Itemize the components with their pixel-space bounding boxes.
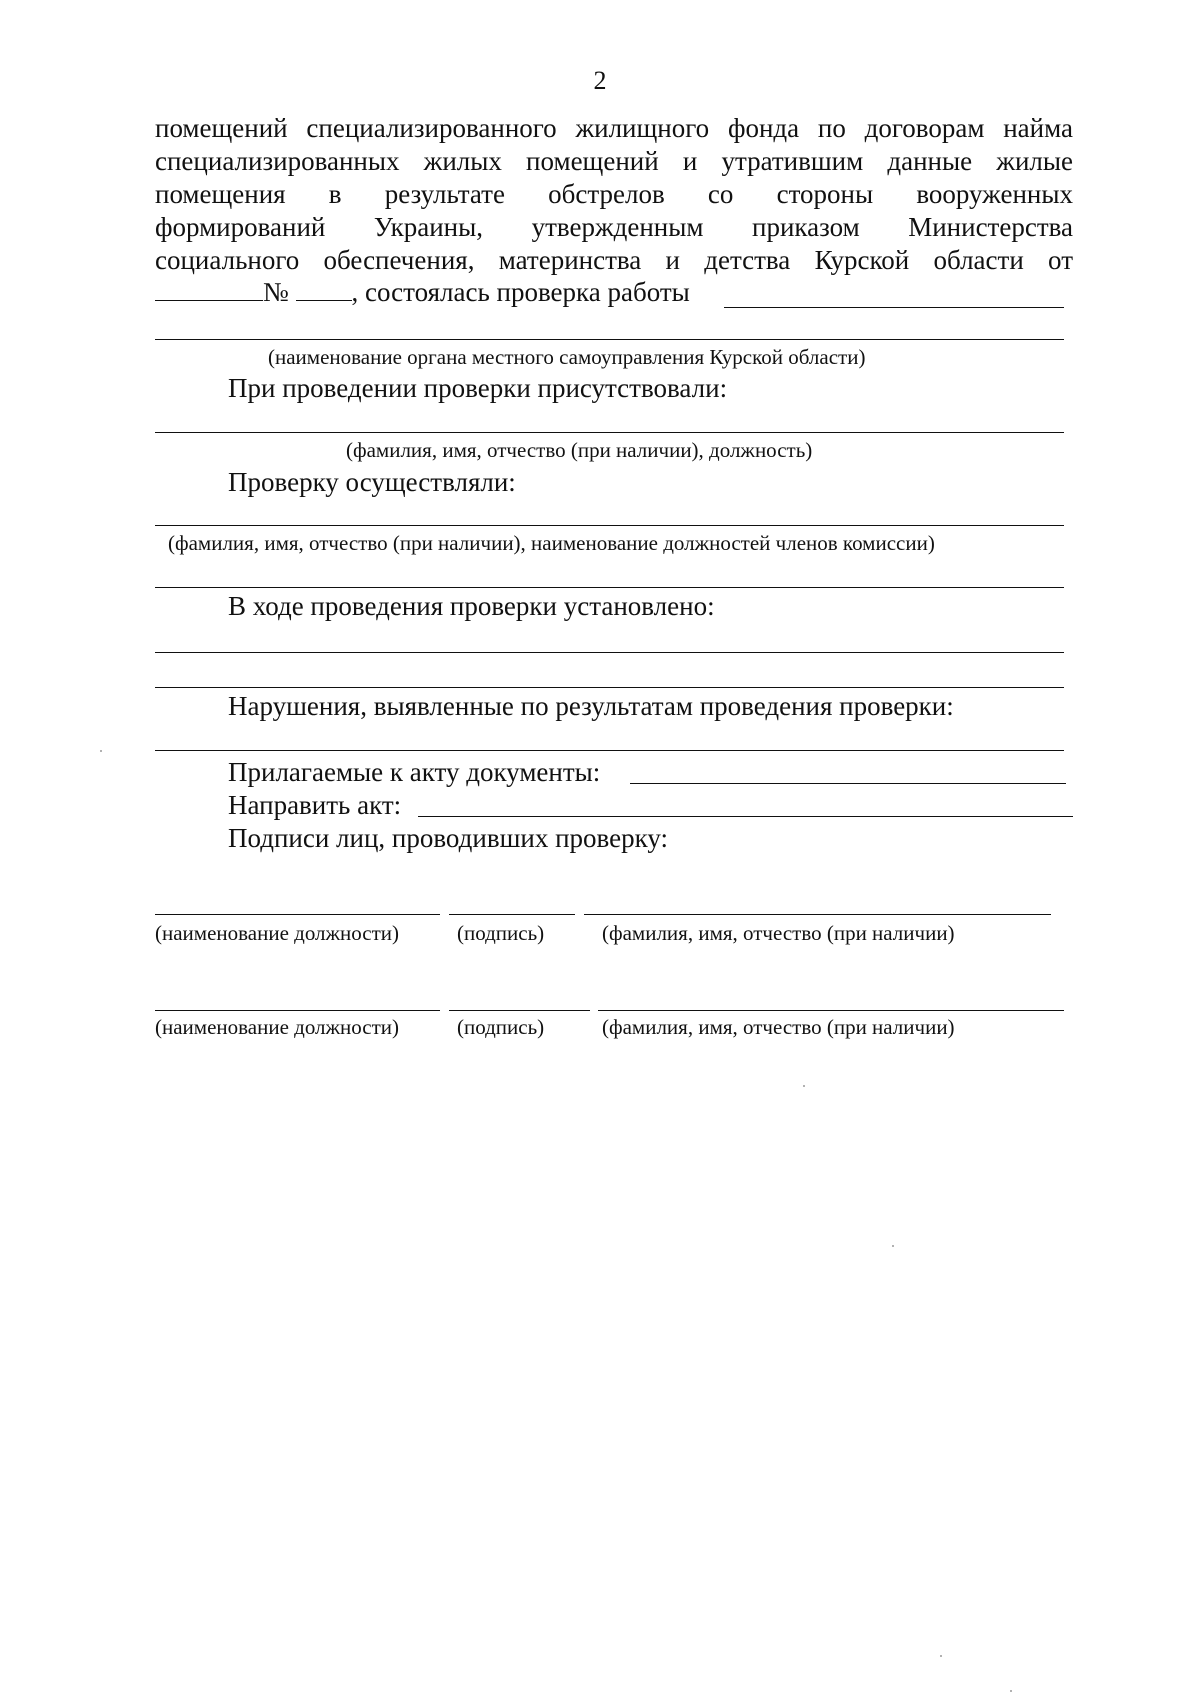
date-number-line [155, 276, 690, 308]
caption-full-name: (фамилия, имя, отчество (при наличии) [602, 1015, 955, 1039]
caption-position: (наименование должности) [155, 1015, 400, 1039]
established-blank-1[interactable] [155, 652, 1064, 653]
check-text: , состоялась проверка работы [351, 277, 690, 307]
violations-blank[interactable] [155, 750, 1064, 751]
scan-speck [1010, 1690, 1012, 1692]
section-present: При проведении проверки присутствовали: [228, 373, 728, 403]
signature-sign-blank-2[interactable] [449, 1010, 590, 1011]
conducted-blank[interactable] [155, 525, 1064, 526]
intro-line: помещений специализированного жилищного фонда по договорам найма [155, 113, 1073, 143]
section-send-act: Направить акт: [228, 790, 402, 820]
caption-commission: (фамилия, имя, отчество (при наличии), наименование должностей членов комиссии) [168, 531, 935, 555]
intro-line: социального обеспечения, материнства и детства Курской области от [155, 245, 1073, 275]
intro-line: помещения в результате обстрелов со стороны вооруженных [155, 179, 1073, 209]
signature-position-blank-1[interactable] [155, 914, 440, 915]
caption-position: (наименование должности) [155, 921, 400, 945]
scan-speck [100, 750, 102, 752]
intro-paragraph [155, 112, 1073, 277]
page-number: 2 [593, 66, 607, 95]
signature-name-blank-1[interactable] [584, 914, 1051, 915]
caption-org: (наименование органа местного самоуправления Курской области) [268, 345, 866, 369]
date-blank[interactable] [155, 278, 263, 301]
scan-speck [940, 1655, 942, 1657]
section-signatures: Подписи лиц, проводивших проверку: [228, 823, 668, 853]
org-name-blank-2[interactable] [155, 339, 1064, 340]
section-attached: Прилагаемые к акту документы: [228, 757, 601, 787]
section-violations: Нарушения, выявленные по результатам проведения проверки: [228, 691, 954, 721]
scan-speck [892, 1245, 894, 1247]
established-blank-2[interactable] [155, 687, 1064, 688]
send-act-blank[interactable] [418, 816, 1073, 817]
caption-full-name: (фамилия, имя, отчество (при наличии) [602, 921, 955, 945]
conducted-blank-2[interactable] [155, 587, 1064, 588]
section-conducted: Проверку осуществляли: [228, 467, 516, 497]
signature-name-blank-2[interactable] [598, 1010, 1064, 1011]
intro-line: специализированных жилых помещений и утратившим данные жилые [155, 146, 1073, 176]
present-blank[interactable] [155, 432, 1064, 433]
caption-signature: (подпись) [457, 921, 545, 945]
scan-speck [803, 1085, 805, 1087]
number-blank[interactable] [296, 278, 352, 301]
signature-sign-blank-1[interactable] [449, 914, 575, 915]
intro-line: формирований Украины, утвержденным приказом Министерства [155, 212, 1073, 242]
attached-blank[interactable] [630, 783, 1066, 784]
section-established: В ходе проведения проверки установлено: [228, 591, 715, 621]
signature-position-blank-2[interactable] [155, 1010, 440, 1011]
caption-present-names: (фамилия, имя, отчество (при наличии), должность) [346, 438, 813, 462]
number-sign: № [263, 277, 289, 307]
org-name-blank-1[interactable] [724, 307, 1064, 308]
caption-signature: (подпись) [457, 1015, 545, 1039]
